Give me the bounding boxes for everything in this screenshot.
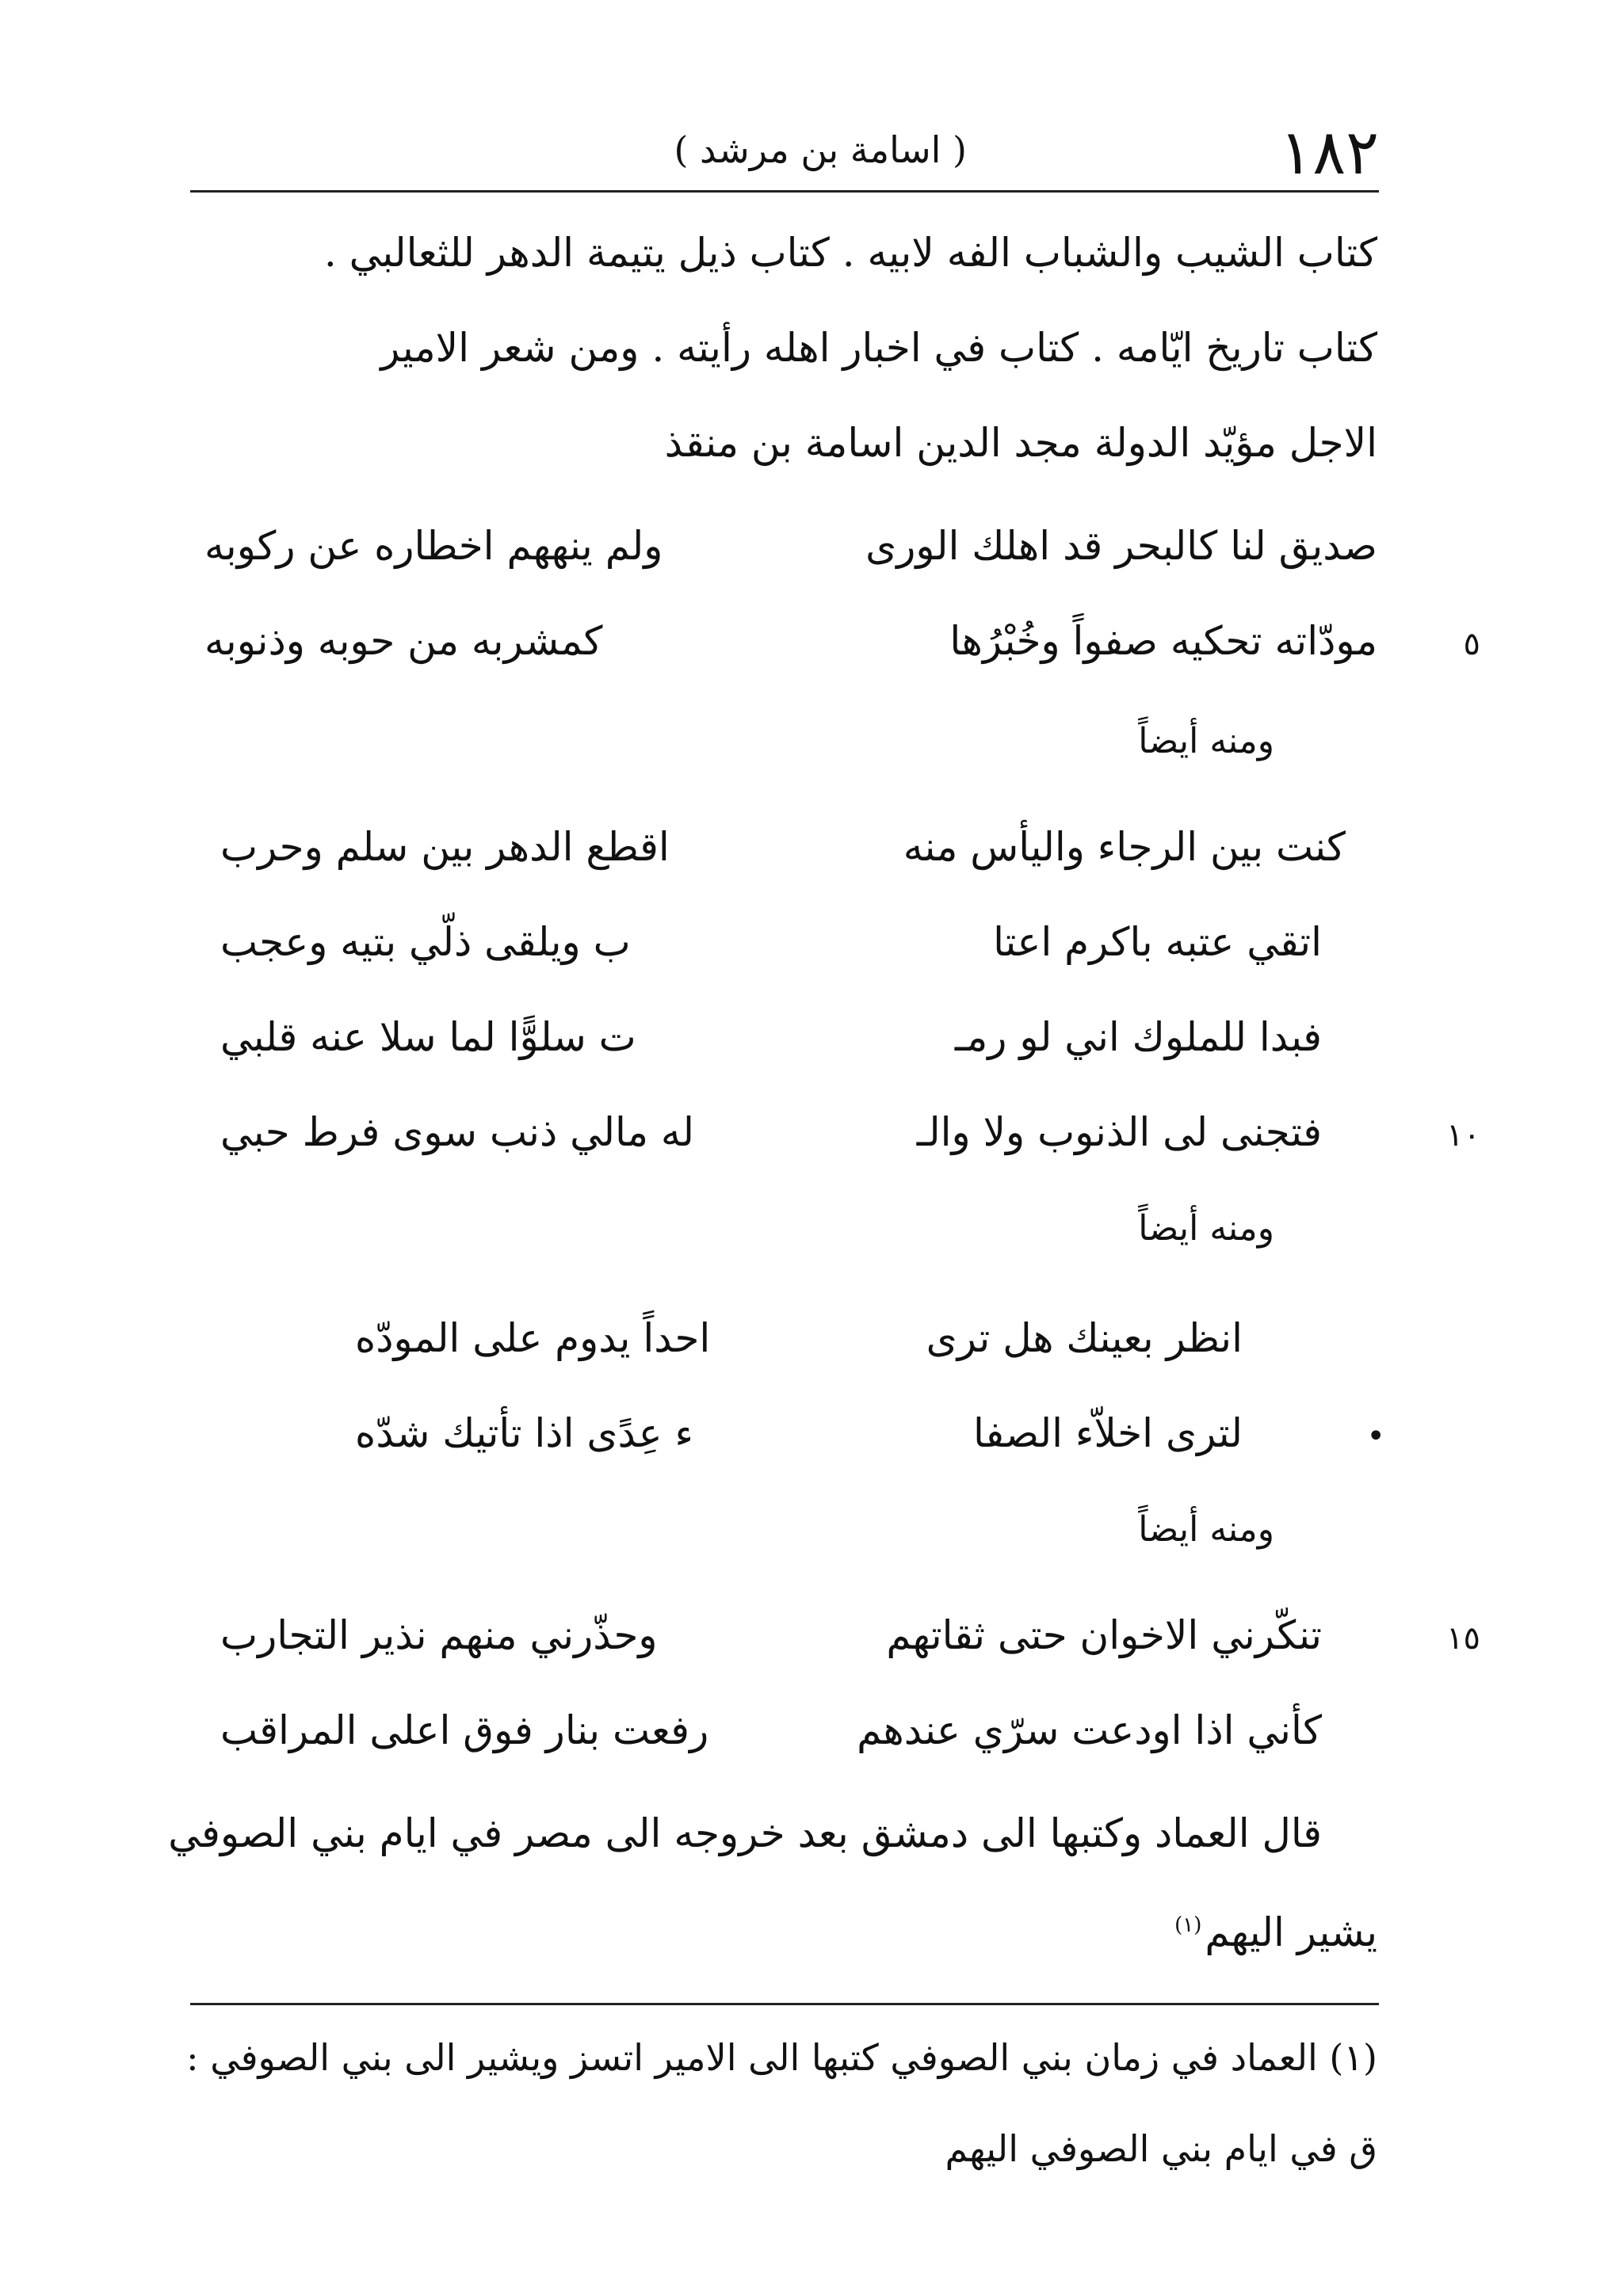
- verse: [220, 824, 1346, 895]
- line-number: •: [1366, 1418, 1385, 1455]
- footnote-line: ق في ايام بني الصوفي اليهم: [945, 2127, 1377, 2170]
- running-header: [190, 111, 1379, 198]
- verse-first-hemistich: صديق لنا كالبحر قد اهلك الورى: [865, 523, 1377, 569]
- verse-second-hemistich: رفعت بنار فوق اعلى المراقب: [220, 1707, 709, 1753]
- verse-first-hemistich: مودّاته تحكيه صفواً وخُبْرُها: [949, 618, 1377, 664]
- verse: [220, 919, 1322, 990]
- line-number: ٥: [1463, 626, 1480, 662]
- verse: [220, 1014, 1322, 1085]
- prose-line: الاجل مؤيّد الدولة مجد الدين اسامة بن منقذ: [664, 420, 1377, 466]
- verse: [220, 1612, 1322, 1684]
- footnote-line: (١) العماد في زمان بني الصوفي كتبها الى الامير اتسز ويشير الى بني الصوفي :: [186, 2036, 1377, 2079]
- page-number: ١٨٢: [1279, 117, 1379, 189]
- prose-line: قال العماد وكتبها الى دمشق بعد خروجه الى مصر في ايام بني الصوفي: [168, 1810, 1322, 1856]
- section-heading: ومنه أيضاً: [1138, 1509, 1274, 1550]
- verse-first-hemistich: فبدا للملوك اني لو رمـ: [954, 1014, 1322, 1060]
- verse-second-hemistich: ء عِدًى اذا تأتيك شدّه: [355, 1410, 693, 1456]
- verse-second-hemistich: احداً يدوم على المودّه: [355, 1315, 711, 1361]
- running-title: ( اسامة بن مرشد ): [674, 128, 967, 171]
- verse-second-hemistich: له مالي ذنب سوى فرط حبي: [220, 1109, 694, 1155]
- verse: [204, 618, 1377, 689]
- prose-line: كتاب تاريخ ايّامه . كتاب في اخبار اهله رأيته . ومن شعر الامير: [380, 325, 1377, 371]
- verse-first-hemistich: كنت بين الرجاء واليأس منه: [903, 824, 1346, 870]
- header-rule: [190, 190, 1379, 193]
- verse-first-hemistich: انظر بعينك هل ترى: [926, 1315, 1243, 1361]
- verse-second-hemistich: اقطع الدهر بين سلم وحرب: [220, 824, 670, 870]
- prose-line: [1171, 1909, 1377, 1955]
- verse: [220, 1707, 1322, 1779]
- verse-second-hemistich: وحذّرني منهم نذير التجارب: [220, 1612, 658, 1658]
- verse: [220, 1109, 1322, 1180]
- verse-first-hemistich: كأني اذا اودعت سرّي عندهم: [857, 1707, 1322, 1753]
- prose-line: كتاب الشيب والشباب الفه لابيه . كتاب ذيل يتيمة الدهر للثعالبي .: [323, 230, 1377, 276]
- verse-first-hemistich: فتجنى لى الذنوب ولا والـ: [916, 1109, 1322, 1155]
- verse-second-hemistich: ت سلوًّا لما سلا عنه قلبي: [220, 1014, 636, 1060]
- footnote-reference: (١): [1174, 1913, 1202, 1938]
- line-number: ١٠: [1446, 1117, 1480, 1154]
- section-heading: ومنه أيضاً: [1138, 1208, 1274, 1249]
- verse: [355, 1410, 1243, 1482]
- verse-second-hemistich: كمشربه من حوبه وذنوبه: [204, 618, 603, 664]
- verse-first-hemistich: تنكّرني الاخوان حتى ثقاتهم: [886, 1612, 1322, 1658]
- verse: [204, 523, 1377, 594]
- verse-second-hemistich: ولم ينههم اخطاره عن ركوبه: [204, 523, 663, 569]
- verse-first-hemistich: لترى اخلاّء الصفا: [973, 1410, 1243, 1456]
- line-number: ١٥: [1446, 1620, 1480, 1657]
- verse-first-hemistich: اتقي عتبه باكرم اعتا: [993, 919, 1322, 965]
- footnote-rule: [190, 2003, 1379, 2005]
- section-heading: ومنه أيضاً: [1138, 721, 1274, 761]
- prose-text: يشير اليهم: [1205, 1909, 1377, 1955]
- verse-second-hemistich: ب ويلقى ذلّي بتيه وعجب: [220, 919, 631, 965]
- verse: [355, 1315, 1243, 1386]
